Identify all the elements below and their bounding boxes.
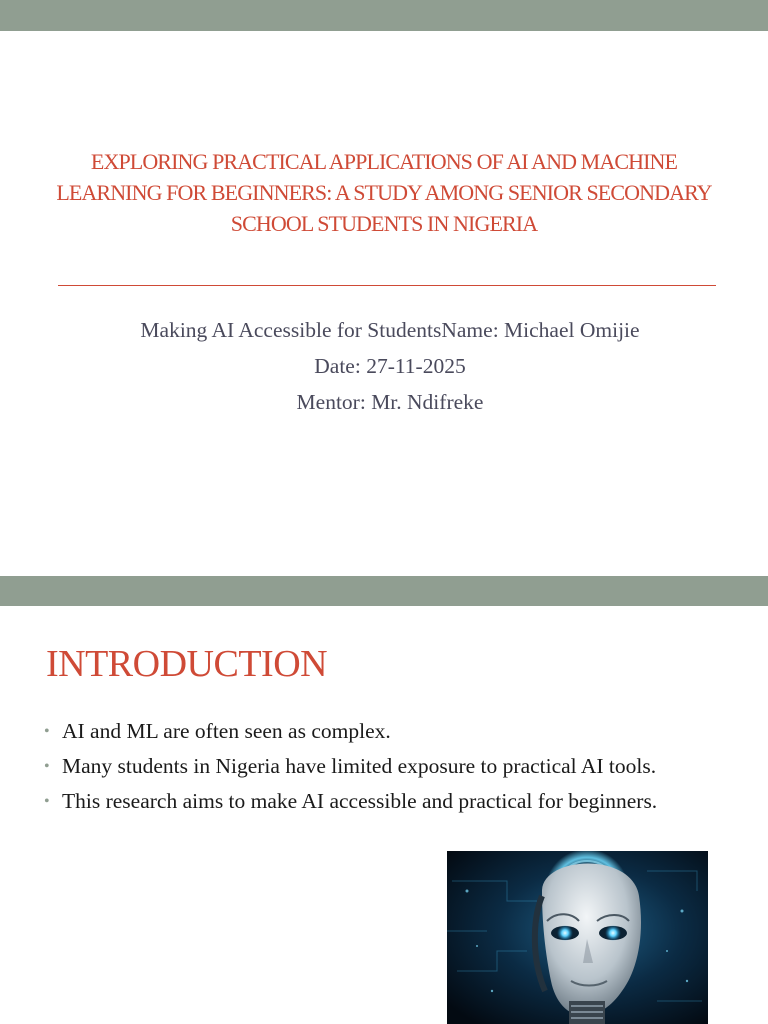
bullet-item <box>44 716 724 747</box>
bullet-text: This research aims to make AI accessible and practical for beginners. <box>62 789 658 813</box>
bullet-icon: • <box>44 758 50 775</box>
introduction-slide <box>0 606 768 1024</box>
bullet-icon: • <box>44 793 50 810</box>
subtitle-mentor: Mentor: Mr. Ndifreke <box>296 390 484 414</box>
introduction-heading: INTRODUCTION <box>46 643 328 685</box>
bullet-text: Many students in Nigeria have limited exposure to practical AI tools. <box>62 754 657 778</box>
bullet-item <box>44 786 724 817</box>
slide-separator-band <box>0 576 768 606</box>
subtitle-date: Date: 27-11-2025 <box>314 354 466 378</box>
bullet-text: AI and ML are often seen as complex. <box>62 719 391 743</box>
title-divider <box>58 285 716 286</box>
introduction-bullet-list <box>44 716 724 821</box>
top-decorative-band <box>0 0 768 31</box>
robot-head-illustration <box>447 851 708 1024</box>
slide-title: EXPLORING PRACTICAL APPLICATIONS OF AI AND MACHINE LEARNING FOR BEGINNERS: A STUDY AMONG SENIOR SECONDARY SCHOOL STUDENTS IN NIGERIA <box>56 149 712 236</box>
slide-subtitle <box>110 315 670 423</box>
robot-head-image <box>447 851 708 1024</box>
bullet-item <box>44 751 724 782</box>
title-slide <box>0 31 768 576</box>
bullet-icon: • <box>44 723 50 740</box>
subtitle-project-and-name: Making AI Accessible for StudentsName: Michael Omijie <box>140 318 640 342</box>
